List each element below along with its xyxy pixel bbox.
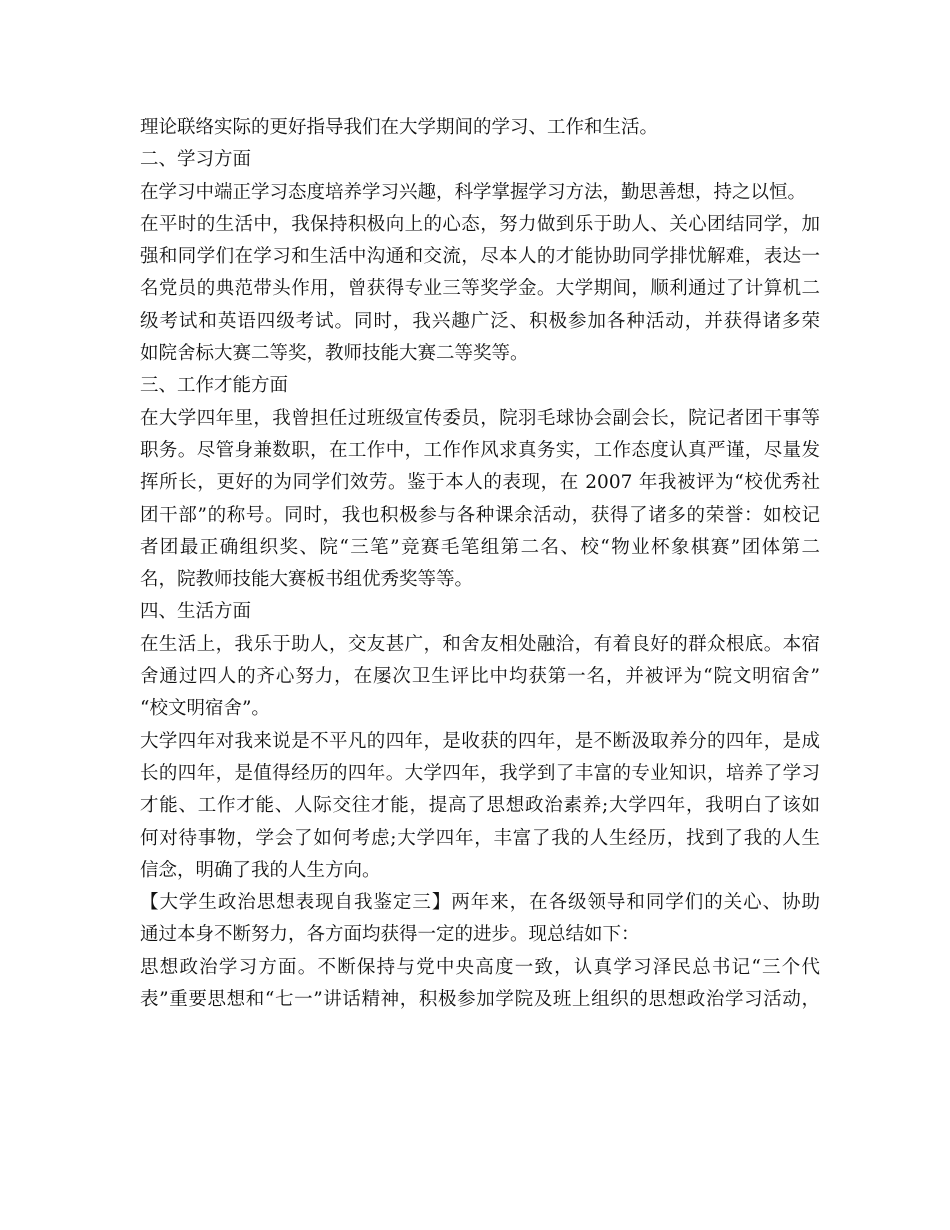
text-line: 何对待事物，学会了如何考虑;大学四年，丰富了我的人生经历，找到了我的人生 [140, 827, 820, 849]
text-line: 大学四年对我来说是不平凡的四年，是收获的四年，是不断汲取养分的四年，是成 [140, 730, 820, 752]
text-line: 级考试和英语四级考试。同时，我兴趣广泛、积极参加各种活动，并获得诸多荣 [140, 310, 820, 332]
document-body [140, 112, 820, 1016]
text-line: 团干部”的称号。同时，我也积极参与各种课余活动，获得了诸多的荣誉：如校记 [140, 504, 820, 526]
text-line: 信念，明确了我的人生方向。 [140, 859, 381, 881]
text-line: 强和同学们在学习和生活中沟通和交流，尽本人的才能协助同学排忧解难，表达一 [140, 246, 820, 268]
text-line: 通过本身不断努力，各方面均获得一定的进步。现总结如下： [140, 924, 640, 946]
text-line: 舍通过四人的齐心努力，在屡次卫生评比中均获第一名，并被评为“院文明宿舍” [140, 666, 820, 688]
text-line: 在大学四年里，我曾担任过班级宣传委员，院羽毛球协会副会长，院记者团干事等 [140, 407, 820, 429]
section-heading-study: 二、学习方面 [140, 149, 252, 171]
text-line: 名党员的典范带头作用，曾获得专业三等奖学金。大学期间，顺利通过了计算机二 [140, 278, 820, 300]
text-line: 者团最正确组织奖、院“三笔”竞赛毛笔组第二名、校“物业杯象棋赛”团体第二 [140, 536, 820, 558]
text-line: 名，院教师技能大赛板书组优秀奖等等。 [140, 569, 474, 591]
text-line: 如院舍标大赛二等奖，教师技能大赛二等奖等。 [140, 343, 529, 365]
text-line: 长的四年，是值得经历的四年。大学四年，我学到了丰富的专业知识，培养了学习 [140, 762, 820, 784]
section-heading-life: 四、生活方面 [140, 601, 252, 623]
text-line: “校文明宿舍”。 [140, 698, 270, 720]
section-heading-self-assessment-three: 【大学生政治思想表现自我鉴定三】两年来，在各级领导和同学们的关心、协助 [140, 892, 820, 914]
text-line: 在生活上，我乐于助人，交友甚广，和舍友相处融洽，有着良好的群众根底。本宿 [140, 633, 820, 655]
text-line: 思想政治学习方面。不断保持与党中央高度一致，认真学习泽民总书记“三个代 [140, 956, 820, 978]
text-line: 职务。尽管身兼数职，在工作中，工作作风求真务实，工作态度认真严谨，尽量发 [140, 439, 820, 461]
text-line: 挥所长，更好的为同学们效劳。鉴于本人的表现，在 2007 年我被评为“校优秀社 [140, 472, 820, 494]
section-heading-work: 三、工作才能方面 [140, 375, 289, 397]
text-line: 表”重要思想和“七一”讲话精神，积极参加学院及班上组织的思想政治学习活动， [140, 989, 820, 1011]
text-line: 理论联络实际的更好指导我们在大学期间的学习、工作和生活。 [140, 117, 659, 138]
text-line: 在学习中端正学习态度培养学习兴趣，科学掌握学习方法，勤思善想，持之以恒。 [140, 181, 807, 203]
text-line: 在平时的生活中，我保持积极向上的心态，努力做到乐于助人、关心团结同学，加 [140, 213, 820, 235]
text-line: 才能、工作才能、人际交往才能，提高了思想政治素养;大学四年，我明白了该如 [140, 795, 820, 817]
